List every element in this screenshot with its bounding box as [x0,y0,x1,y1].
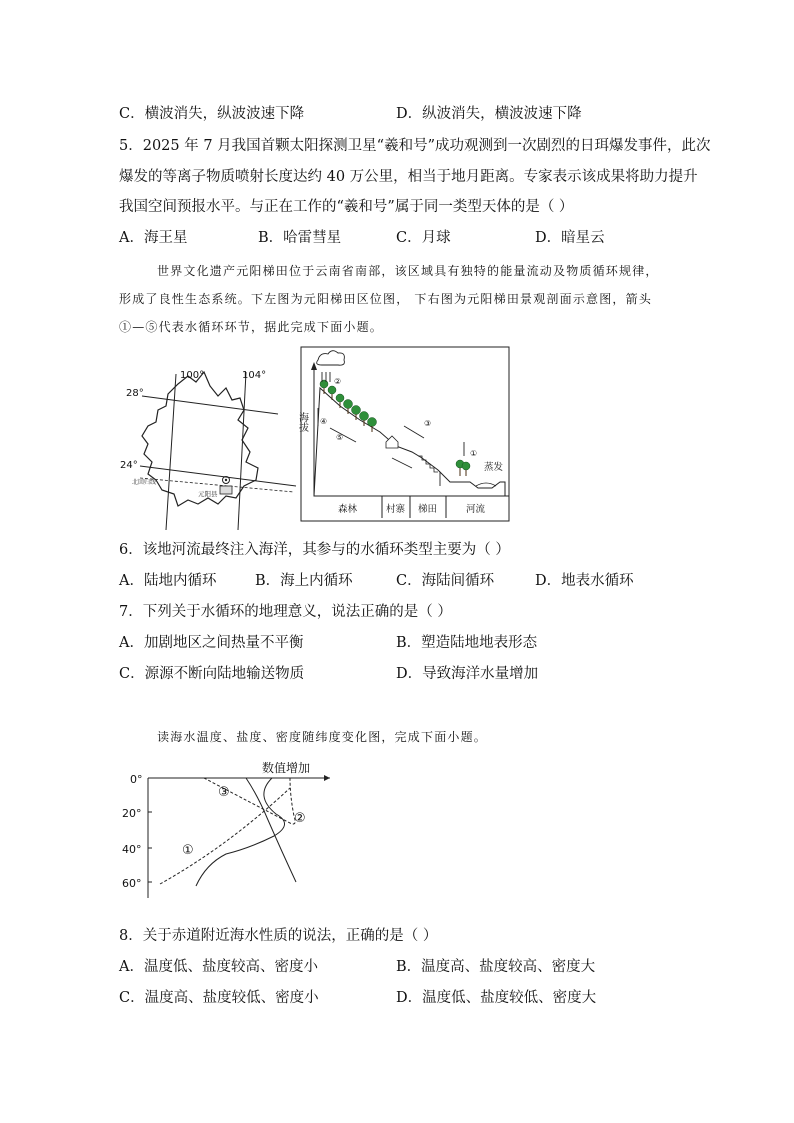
q6-option-a[interactable]: A．陆地内循环 [119,573,217,589]
q6-stem: 6．该地河流最终注入海洋，其参与的水循环类型主要为（ ） [119,542,510,558]
lat-tick-40: 40° [122,843,142,856]
arrow-label-5: ⑤ [336,433,344,442]
county-label: 元阳县 [198,490,218,498]
tropic-label: 北回归线 [132,479,157,486]
q8-option-d[interactable]: D．温度低、盐度较低、密度大 [396,990,597,1006]
q7-option-b[interactable]: B．塑造陆地地表形态 [396,635,538,651]
q8-option-c[interactable]: C．温度高、盐度较低、密度小 [119,990,319,1006]
q5-option-c[interactable]: C．月球 [396,230,451,246]
q6-option-d[interactable]: D．地表水循环 [535,573,634,589]
q5-stem-line-1: 5．2025 年 7 月我国首颗太阳探测卫星“羲和号”成功观测到一次剧烈的日珥爆发事件，此次 [119,138,711,154]
zone-village: 村寨 [386,504,406,515]
lat-tick-20: 20° [122,807,142,820]
intro1-line-1: 世界文化遗产元阳梯田位于云南省南部，该区域具有独特的能量流动及物质循环规律， [157,264,659,278]
q4-option-d[interactable]: D．纵波消失，横波波速下降 [396,106,582,122]
zone-river: 河流 [466,504,486,515]
q4-option-c[interactable]: C．横波消失，纵波波速下降 [119,106,305,122]
q6-option-b[interactable]: B．海上内循环 [255,573,353,589]
curve-label-2: ② [294,811,306,826]
arrow-label-3: ③ [424,419,432,428]
q5-stem-line-3: 我国空间预报水平。与正在工作的“羲和号”属于同一类型天体的是（ ） [119,199,574,215]
q8-option-b[interactable]: B．温度高、盐度较高、密度大 [396,959,596,975]
intro2: 读海水温度、盐度、密度随纬度变化图，完成下面小题。 [157,730,488,744]
lon-label-right: 104° [242,370,267,381]
arrow-label-1: ① [470,449,478,458]
curve-label-3: ③ [218,785,230,800]
q8-option-a[interactable]: A．温度低、盐度较高、密度小 [119,959,318,975]
x-axis-label: 数值增加 [262,761,311,775]
q5-option-b[interactable]: B．哈雷彗星 [258,230,342,246]
location-map [118,362,298,532]
altitude-axis-label: 海拔 [296,412,308,432]
curve-2 [196,778,285,886]
lon-label-left: 100° [180,370,205,381]
q6-option-c[interactable]: C．海陆间循环 [396,573,495,589]
lat-tick-0: 0° [130,773,143,786]
q5-option-d[interactable]: D．暗星云 [535,230,605,246]
intro1-line-3: ①—⑤代表水循环环节，据此完成下面小题。 [119,320,384,334]
q8-stem: 8．关于赤道附近海水性质的说法，正确的是（ ） [119,928,438,944]
lat-label-top: 28° [126,388,144,399]
intro1-line-2: 形成了良性生态系统。下左图为元阳梯田区位图， 下右图为元阳梯田景观剖面示意图，箭头 [119,292,653,306]
lat-label-bottom: 24° [120,460,138,471]
arrow-label-2: ② [334,377,342,386]
q7-stem: 7．下列关于水循环的地理意义，说法正确的是（ ） [119,604,452,620]
curve-label-1: ① [182,843,194,858]
zone-terrace: 梯田 [418,504,438,515]
latitude-property-graph [118,756,338,902]
q7-option-a[interactable]: A．加剧地区之间热量不平衡 [119,635,304,651]
q5-stem-line-2: 爆发的等离子物质喷射长度达约 40 万公里，相当于地月距离。专家表示该成果将助力提升 [119,169,698,185]
arrow-label-4: ④ [320,417,328,426]
lat-tick-60: 60° [122,877,142,890]
curve-1 [160,788,290,884]
zone-forest: 森林 [338,504,358,515]
q7-option-d[interactable]: D．导致海洋水量增加 [396,666,539,682]
evaporation-label: 蒸发 [484,462,504,473]
terrace-profile-diagram [296,346,510,522]
q5-option-a[interactable]: A．海王星 [119,230,188,246]
q7-option-c[interactable]: C．源源不断向陆地输送物质 [119,666,305,682]
